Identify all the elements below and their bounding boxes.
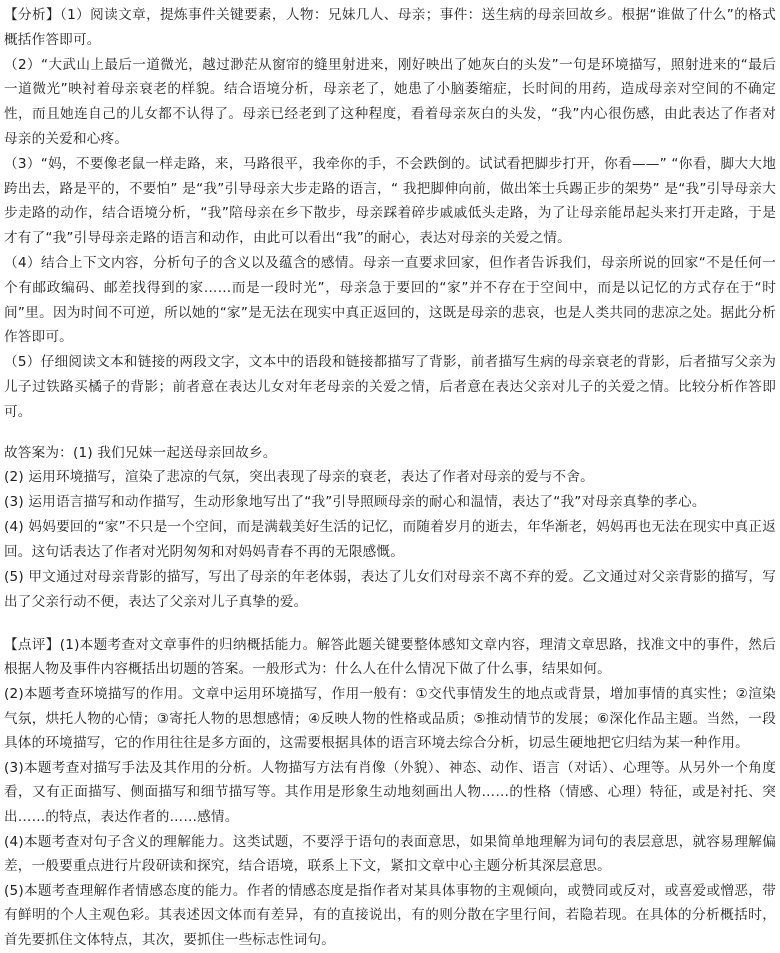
analysis-paragraph-4: （4）结合上下文内容，分析句子的含义以及蕴含的感情。母亲一直要求回家，但作者告诉我们，母亲所说的回家“不是任何一个有邮政编码、邮差找得到的家……而是一段时光”，母亲急于要回的“家”并不存在于空间中，而是以记忆的方式存在于“时间”里。因为时间不可逆，所以她的“家”是无法在现实中真正返回的，这既是母亲的悲哀，也是人类共同的悲凉之处。据此分析作答即可。 (4, 254, 776, 346)
answer-line-3: (3) 运用语言描写和动作描写，生动形象地写出了“我”引导照顾母亲的耐心和温情，表达了“我”对母亲真挚的孝心。 (4, 494, 706, 511)
analysis-paragraph-3: （3）“妈，不要像老鼠一样走路，来，马路很平，我牵你的手，不会跌倒的。试试看把脚步打开，你看——” “你看，脚大大地跨出去，路是平的，不要怕” 是“我”引导母亲大步走路的语言，“ 我把脚伸向前，做出笨士兵踢正步的架势” 是“我”引导母亲大步走路的动作，结合语境分析，“我”陪母亲在乡下散步，母亲踩着碎步戚戚低头走路，为了让母亲能昂起头来打开走路，于是才有了“我”引导母亲走路的语言和动作，由此可以看出“我”的耐心，表达对母亲的关爱之情。 (4, 155, 776, 247)
analysis-paragraph-5: （5）仔细阅读文本和链接的两段文字，文本中的语段和链接都描写了背影，前者描写生病的母亲衰老的背影，后者描写父亲为儿子过铁路买橘子的背影；前者意在表达儿女对年老母亲的关爱之情，后者意在表达父亲对儿子的关爱之情。比较分析作答即可。 (4, 354, 776, 420)
answer-line-4: (4) 妈妈要回的“家”不只是一个空间，而是满载美好生活的记忆，而随着岁月的逝去，年华渐老，妈妈再也无法在现实中真正返回。这句话表达了作者对光阴匆匆和对妈妈青春不再的无限感慨。 (4, 519, 776, 561)
comment-paragraph-1: 【点评】(1)本题考查对文章事件的归纳概括能力。解答此题关键要整体感知文章内容，理清文章思路，找准文中的事件，然后根据人物及事件内容概括出切题的答案。一般形式为：什么人在什么情况下做了什么事，结果如何。 (4, 636, 776, 678)
comment-paragraph-5: (5)本题考查理解作者情感态度的能力。作者的情感态度是指作者对某具体事物的主观倾向，或赞同或反对，或喜爱或憎恶，带有鲜明的个人主观色彩。其表述因文体而有差异，有的直接说出，有的则分散在字里行间，若隐若现。在具体的分析概括时，首先要抓住文体特点，其次，要抓住一些标志性词句。 (4, 882, 776, 949)
comment-paragraph-4: (4)本题考查对句子含义的理解能力。这类试题，不要浮于语句的表面意思，如果简单地理解为词句的表层意思，就容易理解偏差，一般要重点进行片段研读和探究，结合语境，联系上下文，紧扣文章中心主题分析其深层意思。 (4, 833, 776, 875)
comment-paragraph-2: (2)本题考查环境描写的作用。文章中运用环境描写，作用一般有：①交代事情发生的地点或背景，增加事情的真实性；②渲染气氛，烘托人物的心情；③寄托人物的思想感情；④反映人物的性格或品质；⑤推动情节的发展；⑥深化作品主题。当然，一段具体的环境描写，它的作用往往是多方面的，这需要根据具体的语言环境去综合分析，切忌生硬地把它归结为某一种作用。 (4, 686, 776, 752)
analysis-paragraph-1: 【分析】（1）阅读文章，提炼事件关键要素，人物：兄妹几人、母亲；事件：送生病的母亲回故乡。根据“谁做了什么”的格式概括作答即可。 (4, 7, 776, 48)
answer-line-1: 故答案为：(1) 我们兄妹一起送母亲回故乡。 (4, 444, 277, 461)
comment-section (4, 633, 776, 953)
answer-line-2: (2) 运用环境描写，渲染了悲凉的气氛，突出表现了母亲的衰老，表达了作者对母亲的爱与不舍。 (4, 469, 594, 486)
comment-paragraph-3: (3)本题考查对描写手法及其作用的分析。人物描写方法有肖像（外貌）、神态、动作、语言（对话）、心理等。从另外一个角度看，又有正面描写、侧面描写和细节描写等。其作用是形象生动地刻画出人物……的性格（情感、心理）特征，或是衬托、突出……的特点，表达作者的……感情。 (4, 759, 776, 826)
answers-section (4, 441, 776, 615)
analysis-section (4, 3, 776, 425)
answer-line-5: (5) 甲文通过对母亲背影的描写，写出了母亲的年老体弱，表达了儿女们对母亲不离不弃的爱。乙文通过对父亲背影的描写，写出了父亲行动不便，表达了父亲对儿子真挚的爱。 (4, 569, 776, 610)
analysis-paragraph-2: （2）“大武山上最后一道微光，越过渺茫从窗帘的缝里射进来，刚好映出了她灰白的头发”一句是环境描写，照射进来的“最后一道微光”映衬着母亲衰老的样貌。结合语境分析，母亲老了，她患了小脑萎缩症，长时间的用药，造成母亲对空间的不确定性，而且她连自己的儿女都不认得了。母亲已经老到了这种程度，看着母亲灰白的头发，“我”内心很伤感，由此表达了作者对母亲的关爱和心疼。 (4, 56, 776, 147)
